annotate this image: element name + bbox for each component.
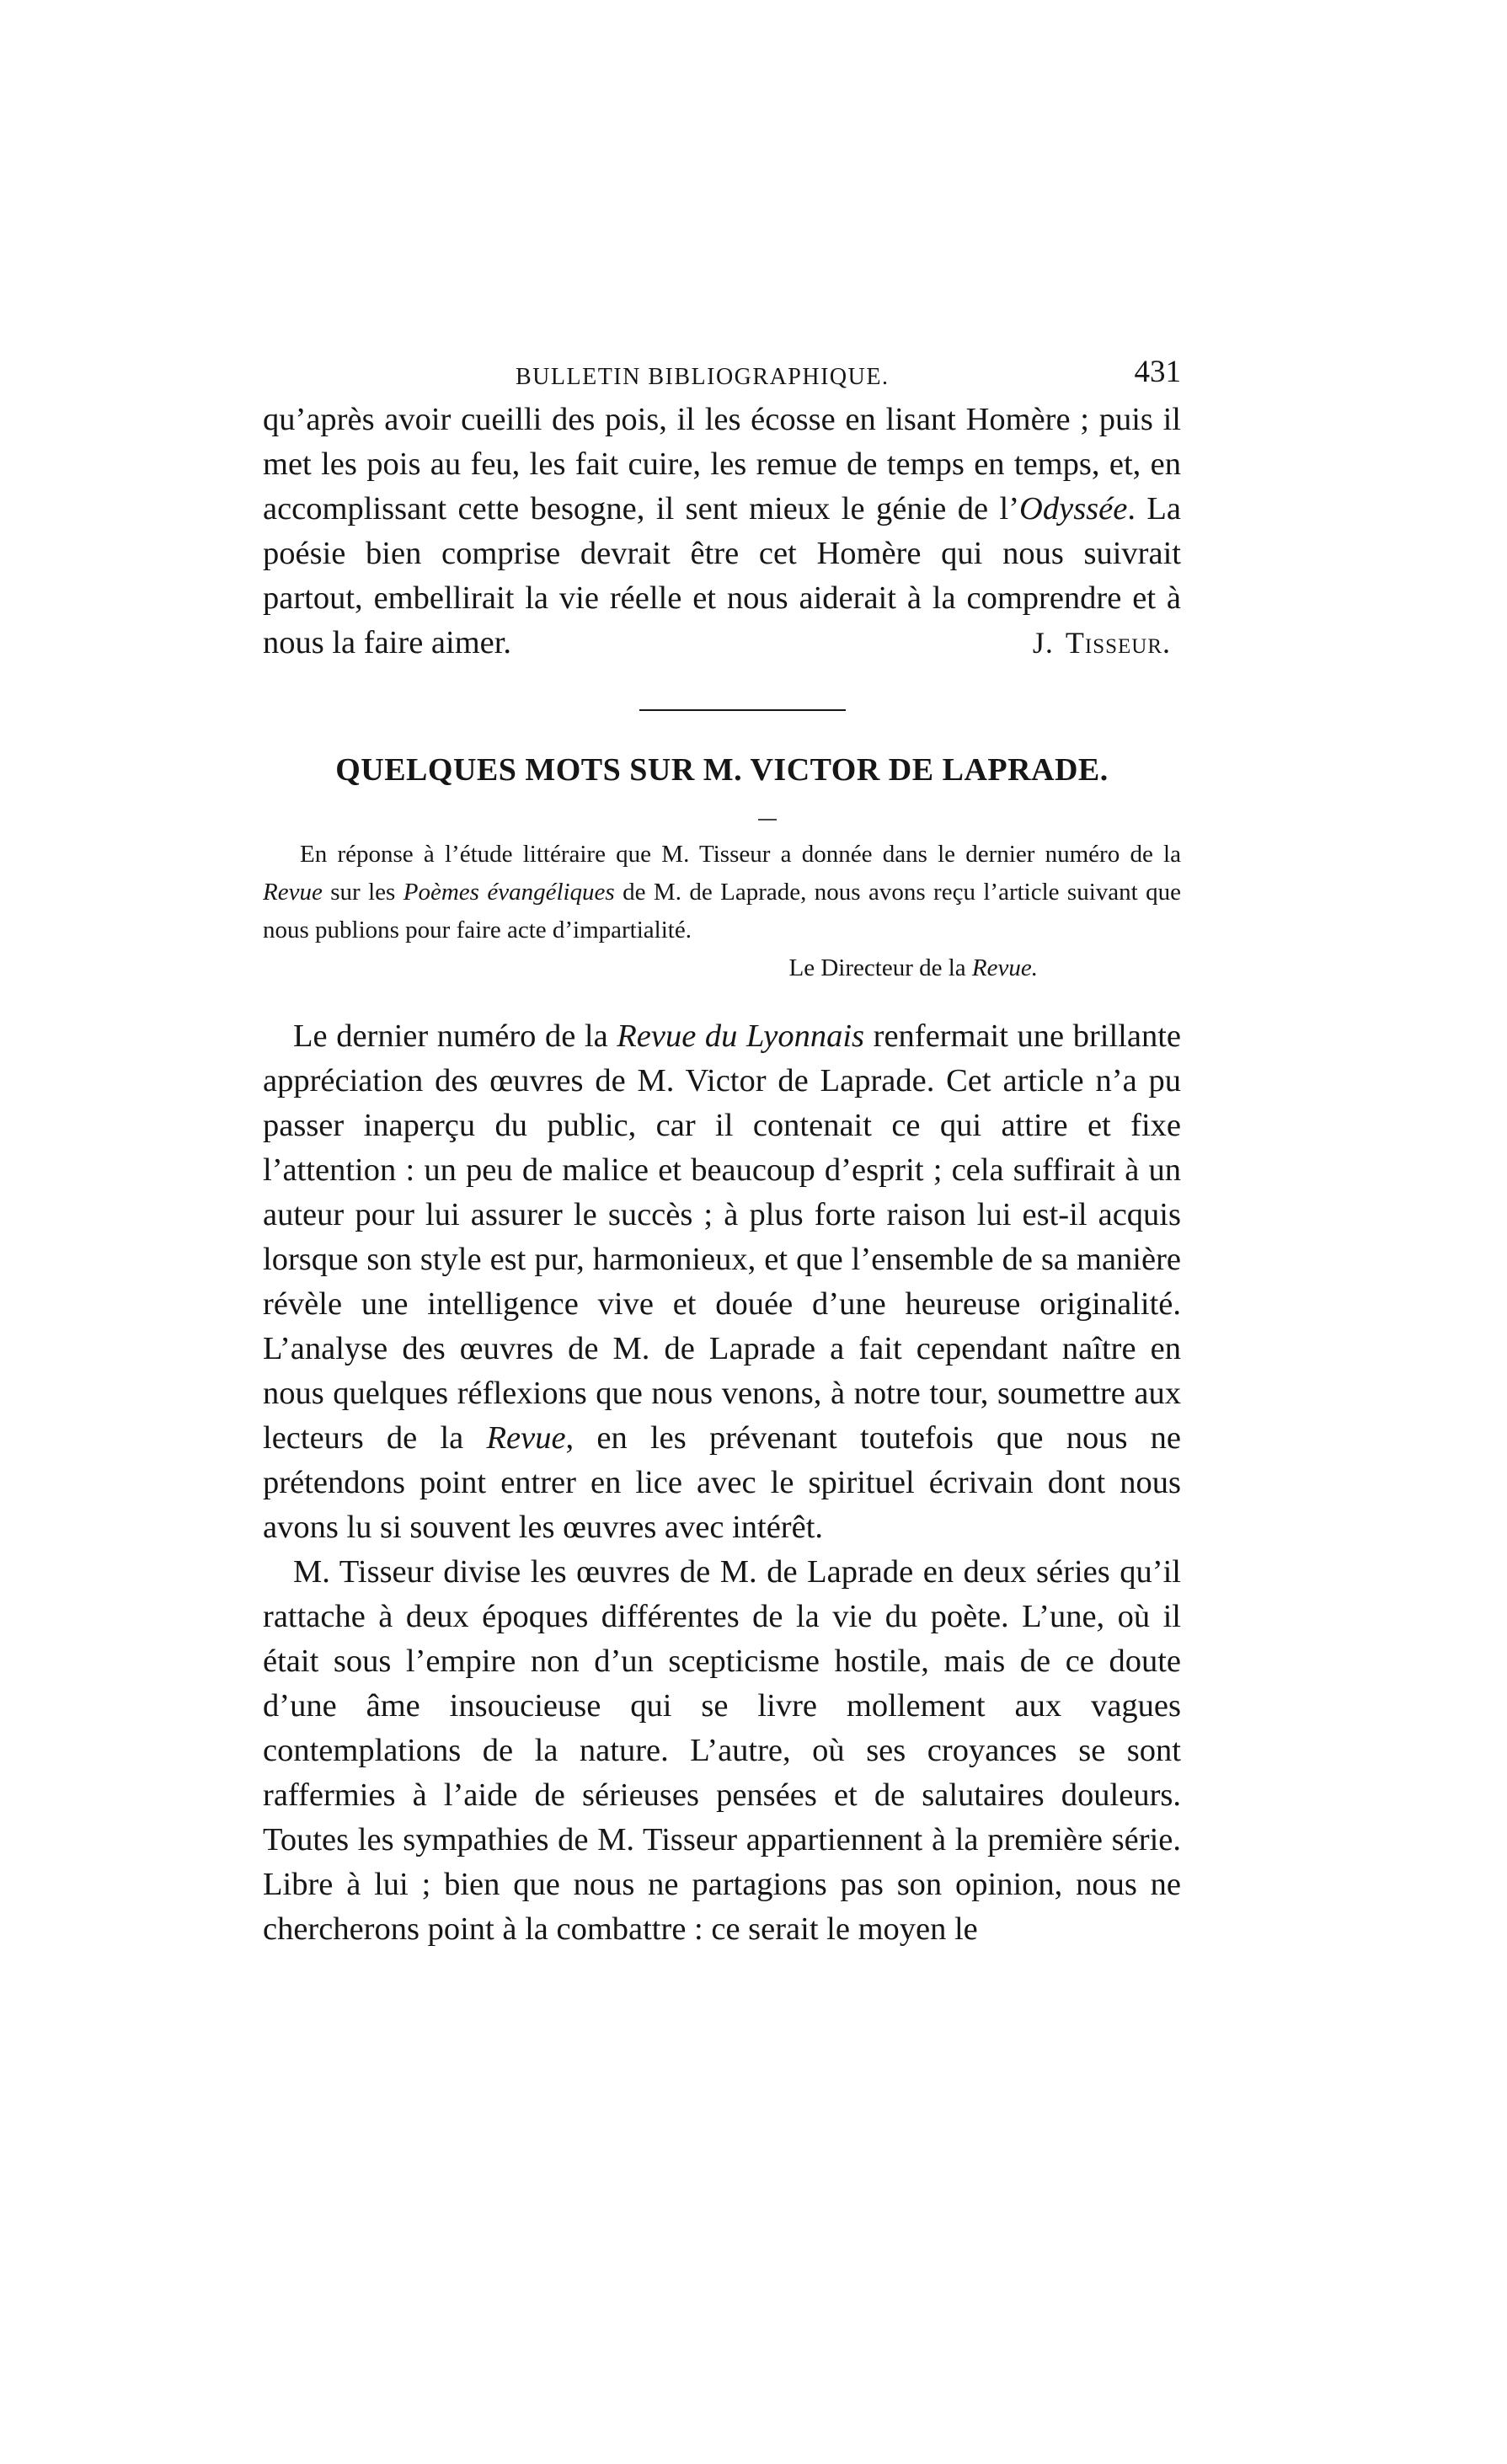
italic-revue: Revue	[486, 1420, 566, 1456]
italic-revue: Revue.	[971, 954, 1038, 981]
text-segment: . La poésie bien comprise devrait être cet Homère qui nous suivrait partout, embellirait la vie réelle et nous aiderait à la comprendre et à nous la faire aimer.	[263, 491, 1182, 660]
article-title: QUELQUES MOTS SUR M. VICTOR DE LAPRADE.	[335, 752, 1109, 788]
title-dash	[758, 819, 777, 820]
paragraph-1	[263, 1014, 1181, 1550]
editor-signature	[263, 949, 1181, 987]
italic-revue-du-lyonnais: Revue du Lyonnais	[617, 1018, 865, 1054]
text-segment: qu’après avoir cueilli des pois, il les écosse en lisant Homère ; puis il met les pois au feu, les fait cuire, les remue de temps en temps, et, en accomplissant cette besogne, il sent mieux le génie de l’	[263, 402, 1181, 526]
book-page	[263, 354, 1181, 1952]
page-number: 431	[1134, 355, 1181, 389]
editor-note	[263, 836, 1181, 949]
text-segment: Le dernier numéro de la	[293, 1018, 617, 1054]
running-header	[263, 354, 1181, 398]
author-name: Tisseur.	[1065, 626, 1171, 660]
paragraph-2: M. Tisseur divise les œuvres de M. de Laprade en deux séries qu’il rattache à deux époques différentes de la vie du poète. L’une, où il était sous l’empire non d’un scepticisme hostile, mais de ce doute d’une âme insoucieuse qui se livre mollement aux vagues contemplations de la nature. L’autre, où ses croyances se sont raffermies à l’aide de sérieuses pensées et de salutaires douleurs. Toutes les sympathies de M. Tisseur appartiennent à la première série. Libre à lui ; bien que nous ne partagions pas son opinion, nous ne chercherons point à la combattre : ce serait le moyen le	[263, 1554, 1181, 1947]
italic-revue: Revue	[263, 879, 323, 906]
italic-title: Odyssée	[1019, 491, 1128, 526]
text-segment: sur les	[322, 879, 403, 906]
text-segment: , en les prévenant toutefois que nous ne prétendons point entrer en lice avec le spirituel écrivain dont nous avons lu si souvent les œuvres avec intérêt.	[263, 1420, 1181, 1545]
author-initial: J.	[1032, 626, 1054, 660]
text-segment: renfermait une brillante appréciation des œuvres de M. Victor de Laprade. Cet article n’a pu passer inaperçu du public, car il contenait ce qui attire et fixe l’attention : un peu de malice et beaucoup d’esprit ; cela suffirait à un auteur pour lui assurer le succès ; à plus forte raison lui est-il acquis lorsque son style est pur, harmonieux, et que l’ensemble de sa manière révèle une intelligence vive et douée d’une heureuse originalité. L’analyse des œuvres de M. de Laprade a fait cependant naître en nous quelques réflexions que nous venons, à notre tour, soumettre aux lecteurs de la	[263, 1018, 1181, 1456]
italic-poemes: Poèmes évangéliques	[403, 879, 615, 906]
text-segment: Le Directeur de la	[788, 954, 972, 981]
section-divider	[639, 709, 846, 711]
text-segment: de M. de Laprade, nous avons reçu l’article suivant que nous publions pour faire acte d’impartialité.	[263, 879, 1181, 943]
text-segment: En réponse à l’étude littéraire que M. Tisseur a donnée dans le dernier numéro de la	[300, 841, 1181, 868]
running-title: BULLETIN BIBLIOGRAPHIQUE.	[516, 364, 890, 390]
